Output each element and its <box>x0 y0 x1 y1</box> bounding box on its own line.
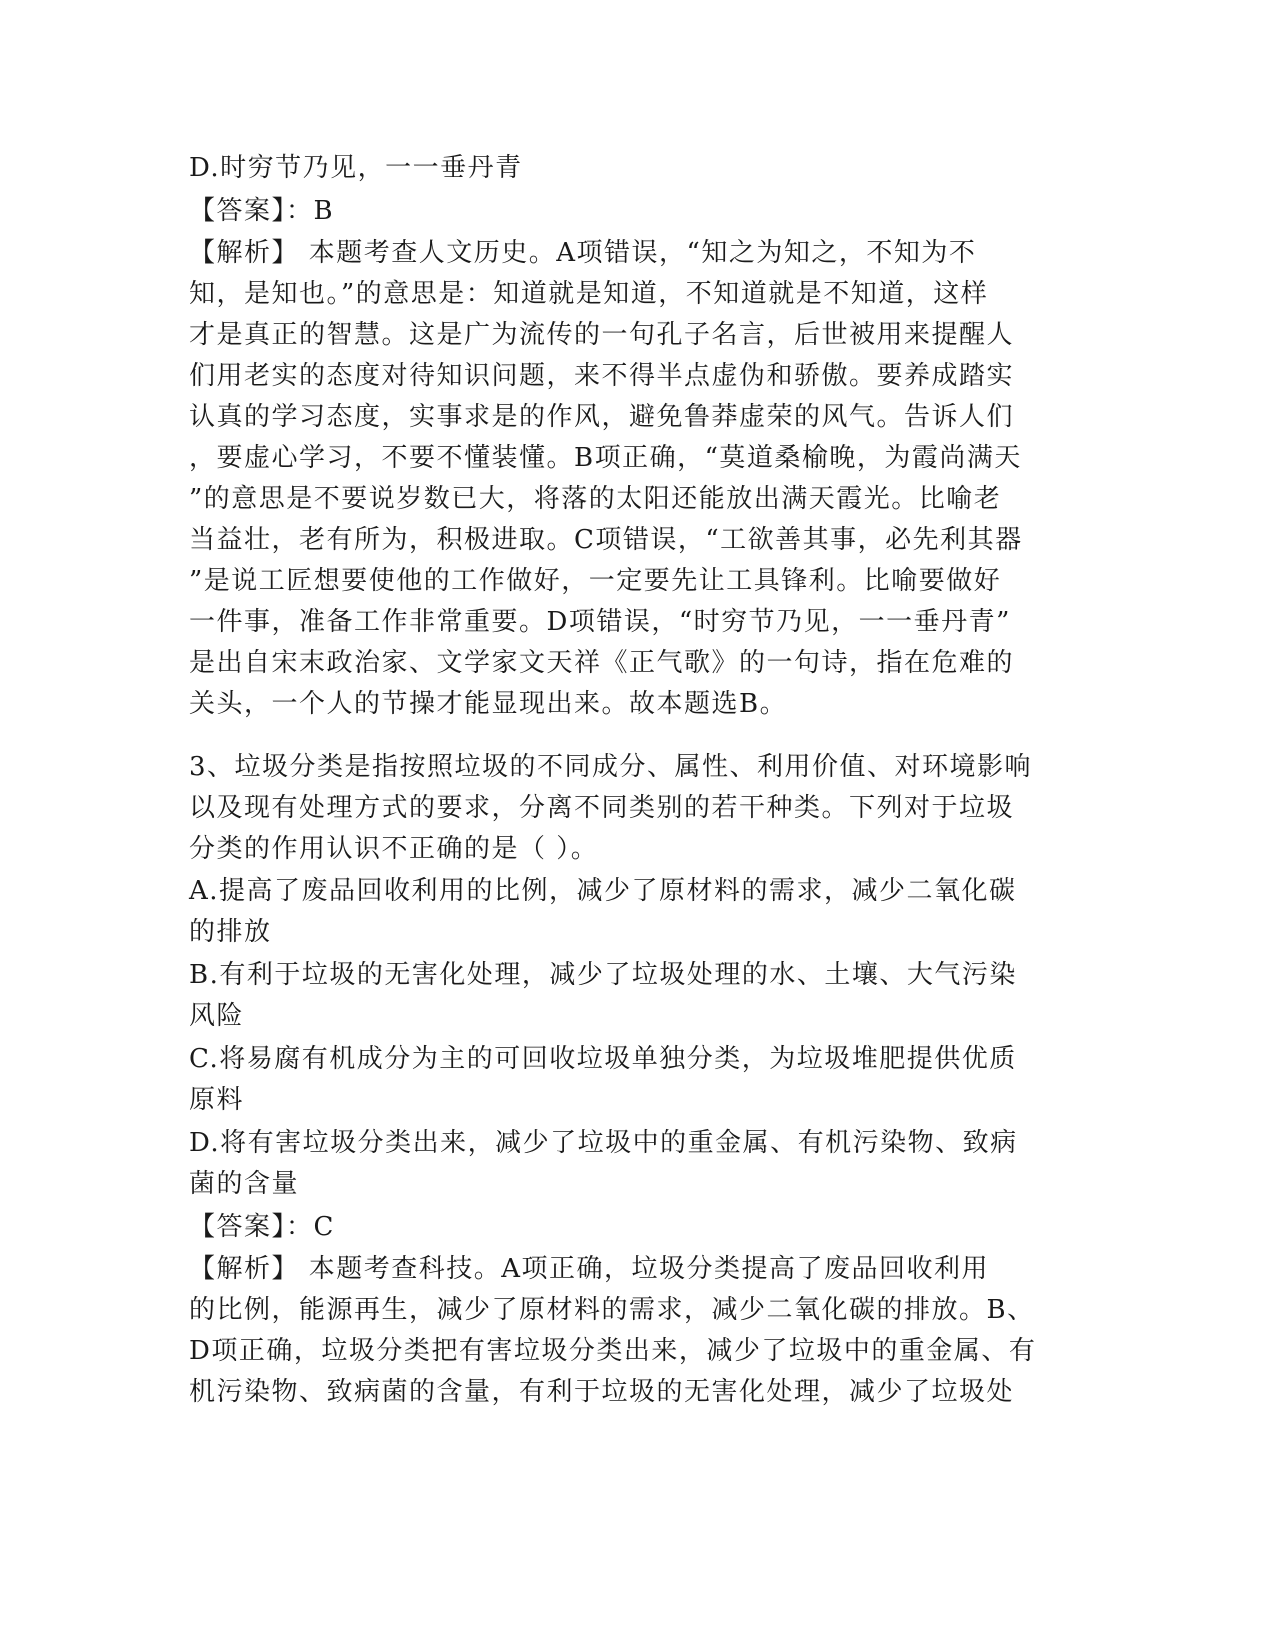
q3-option-d-cont: 菌的含量 <box>189 1169 300 1199</box>
q3-option-c: C.将易腐有机成分为主的可回收垃圾单独分类，为垃圾堆肥提供优质 <box>189 1044 1017 1074</box>
q3-option-a: A.提高了废品回收利用的比例，减少了原材料的需求，减少二氧化碳 <box>189 876 1017 906</box>
q3-analysis-line: D项正确，垃圾分类把有害垃圾分类出来，减少了垃圾中的重金属、有 <box>189 1336 1037 1366</box>
q2-analysis-line: 才是真正的智慧。这是广为流传的一句孔子名言，后世被用来提醒人 <box>189 320 1015 350</box>
q3-option-b-cont: 风险 <box>189 1001 245 1031</box>
q2-analysis-line: 是出自宋末政治家、文学家文天祥《正气歌》的一句诗，指在危难的 <box>189 648 1015 678</box>
q3-answer: 【答案】：C <box>189 1212 335 1242</box>
q3-analysis-line: 【解析】 本题考查科技。A项正确，垃圾分类提高了废品回收利用 <box>189 1254 990 1284</box>
q2-analysis-line: 当益壮，老有所为，积极进取。C项错误，“工欲善其事，必先利其器 <box>189 525 1023 555</box>
q2-analysis-line: ，要虚心学习，不要不懂装懂。B项正确，“莫道桑榆晚，为霞尚满天 <box>189 443 1022 473</box>
q2-analysis-line: 关头，一个人的节操才能显现出来。故本题选B。 <box>189 689 788 719</box>
q2-analysis-line: 一件事，准备工作非常重要。D项错误，“时穷节乃见，一一垂丹青” <box>189 607 1011 637</box>
q2-analysis-line: ”是说工匠想要使他的工作做好，一定要先让工具锋利。比喻要做好 <box>189 566 1002 596</box>
q2-analysis-line: ”的意思是不要说岁数已大，将落的太阳还能放出满天霞光。比喻老 <box>189 484 1002 514</box>
q3-analysis-line: 机污染物、致病菌的含量，有利于垃圾的无害化处理，减少了垃圾处 <box>189 1377 1015 1407</box>
q2-analysis-line: 认真的学习态度，实事求是的作风，避免鲁莽虚荣的风气。告诉人们 <box>189 402 1015 432</box>
q2-analysis-line: 【解析】 本题考查人文历史。A项错误，“知之为知之，不知为不 <box>189 238 977 268</box>
q3-option-c-cont: 原料 <box>189 1085 245 1115</box>
q3-analysis-line: 的比例，能源再生，减少了原材料的需求，减少二氧化碳的排放。B、 <box>189 1295 1035 1325</box>
q3-stem-line: 3、垃圾分类是指按照垃圾的不同成分、属性、利用价值、对环境影响 <box>189 752 1033 782</box>
q3-option-d: D.将有害垃圾分类出来，减少了垃圾中的重金属、有机污染物、致病 <box>189 1128 1018 1158</box>
q2-answer: 【答案】：B <box>189 196 335 226</box>
q3-stem-line: 以及现有处理方式的要求，分离不同类别的若干种类。下列对于垃圾 <box>189 793 1015 823</box>
q3-stem-line: 分类的作用认识不正确的是（ ）。 <box>189 834 599 864</box>
q3-option-b: B.有利于垃圾的无害化处理，减少了垃圾处理的水、土壤、大气污染 <box>189 960 1017 990</box>
q2-analysis-line: 们用老实的态度对待知识问题，来不得半点虚伪和骄傲。要养成踏实 <box>189 361 1015 391</box>
q2-analysis-line: 知，是知也。”的意思是：知道就是知道，不知道就是不知道，这样 <box>189 279 989 309</box>
q2-option-d: D.时穷节乃见，一一垂丹青 <box>189 153 523 183</box>
q3-option-a-cont: 的排放 <box>189 917 272 947</box>
